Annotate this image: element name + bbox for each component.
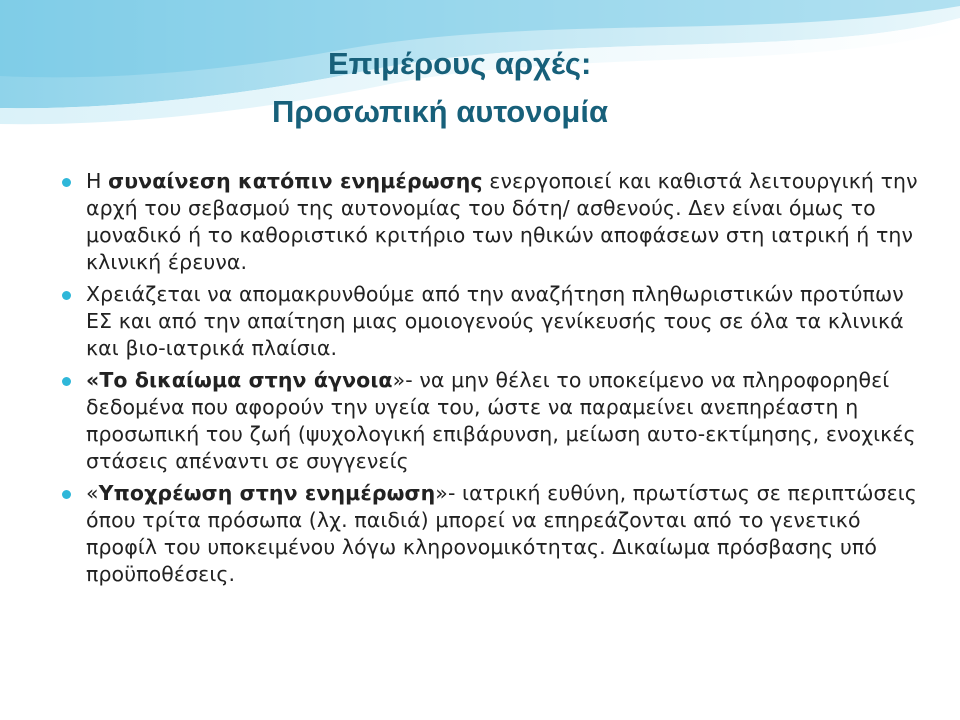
bullet-text-bold: «Το δικαίωμα στην άγνοια [86,368,393,392]
slide-title [0,40,960,136]
bullet-text-bold: συναίνεση κατόπιν ενημέρωσης [108,169,483,193]
bullet-text-post: »- να μην θέλει το υποκείμενο να πληροφορηθεί δεδομένα που αφορούν την υγεία του, ώστε να παραμείνει ανεπηρέαστη η προσωπική του ζωή (ψυχολογική επιβάρυνση, μείωση αυτο-εκτίμησης, ενοχικές στάσεις απέναντι σε συγγενείς [86,368,916,473]
bullet-item-2 [86,281,926,362]
title-line-2: Προσωπική αυτονομία [272,94,609,129]
bullet-text-pre: Η [86,169,109,193]
bullet-item-4 [86,480,926,588]
bullet-dot-icon [62,291,71,300]
bullet-dot-icon [62,178,71,187]
bullet-text-post: »- ιατρική ευθύνη, πρωτίστως σε περιπτώσεις όπου τρίτα πρόσωπα (λχ. παιδιά) μπορεί να επηρεάζονται από το γενετικό προφίλ του υποκειμένου λόγω κληρονομικότητας. Δικαίωμα πρόσβασης υπό προϋποθέσεις. [86,481,917,586]
bullet-text-post: ενεργοποιεί και καθιστά λειτουργική την αρχή του σεβασμού της αυτονομίας του δότη/ ασθενούς. Δεν είναι όμως το μοναδικό ή το καθοριστικό κριτήριο των ηθικών αποφάσεων στη ιατρική ή την κλινική έρευνα. [86,169,918,274]
bullet-text-pre: « [86,481,99,505]
bullet-item-1 [86,168,926,276]
bullet-dot-icon [62,377,71,386]
bullet-list [86,168,926,593]
bullet-text-post: Χρειάζεται να απομακρυνθούμε από την αναζήτηση πληθωριστικών προτύπων ΕΣ και από την απαίτηση μιας ομοιογενούς γενίκευσής τους σε όλα τα κλινικά και βιο-ιατρικά πλαίσια. [86,282,904,360]
title-line-1: Επιμέρους αρχές: [328,46,592,81]
bullet-dot-icon [62,490,71,499]
bullet-text-bold: Υποχρέωση στην ενημέρωση [98,481,436,505]
bullet-item-3 [86,367,926,475]
